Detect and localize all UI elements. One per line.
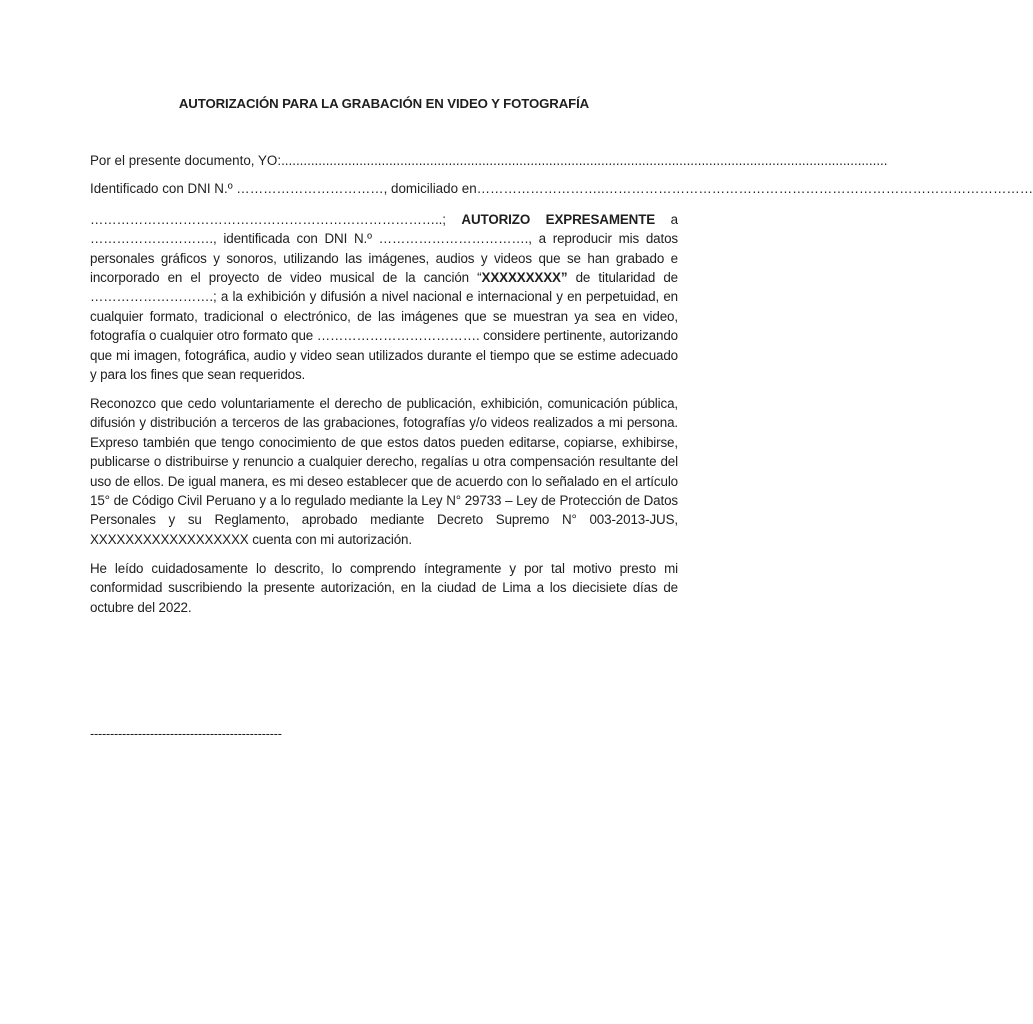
document-title: AUTORIZACIÓN PARA LA GRABACIÓN EN VIDEO Y FOTOGRAFÍA — [178, 96, 590, 111]
authorization-paragraph — [90, 210, 678, 385]
identity-line — [90, 151, 888, 170]
authorize-emphasis: AUTORIZO EXPRESAMENTE — [461, 211, 656, 227]
address-continuation: ……………………………………………………………………..; — [90, 211, 462, 227]
song-title-placeholder: XXXXXXXXX” — [481, 270, 568, 286]
dni-address-line — [90, 179, 1033, 198]
dni-address-label: Identificado con DNI N.º ……………………………, domiciliado en — [90, 181, 477, 197]
authorization-text-a: a ………………………., identificada con DNI N.º ……………………………., a reproducir mis datos personales gráficos y sonoros, utilizando las imágenes, audios y videos que se han grabado e incorporado en el proyecto de video musical de la canción “ — [90, 211, 678, 286]
rights-paragraph: Reconozco que cedo voluntariamente el derecho de publicación, exhibición, comunicación pública, difusión y distribución a terceros de las grabaciones, fotografías y/o videos realizados a mi persona. Expreso también que tengo conocimiento de que estos datos pueden editarse, copiarse, exhibirse, publicarse o distribuirse y renuncio a cualquier derecho, regalías u otra compensación resultante del uso de ellos. De igual manera, es mi deseo establecer que de acuerdo con lo señalado en el artículo 15° de Código Civil Peruano y a lo regulado mediante la Ley N° 29733 – Ley de Protección de Datos Personales y su Reglamento, aprobado mediante Decreto Supremo N° 003-2013-JUS, XXXXXXXXXXXXXXXXXX cuenta con mi autorización. — [90, 395, 678, 547]
identity-label: Por el presente documento, YO: — [90, 153, 282, 169]
identity-blank: ................................................................................................................................................................... — [281, 153, 888, 169]
conformity-paragraph: He leído cuidadosamente lo descrito, lo comprendo íntegramente y por tal motivo presto mi conformidad suscribiendo la presente autorización, en la ciudad de Lima a los diecisiete días de octubre del 2022. — [90, 560, 678, 615]
signature-line: ------------------------------------------------ — [90, 726, 282, 741]
authorization-text-b: de titularidad de ……………………….; a la exhibición y difusión a nivel nacional e internacional y en perpetuidad, en cualquier formato, tradicional o electrónico, de las imágenes que se muestran ya sea en video, fotografía o cualquier otro formato que ………………………………. considere pertinente, autorizando que mi imagen, fotográfica, audio y video sean utilizados durante el tiempo que se estime adecuado y para los fines que sean requeridos. — [90, 270, 678, 383]
address-blank: ………………………..…………………………………………………………………………………… — [476, 181, 1033, 197]
